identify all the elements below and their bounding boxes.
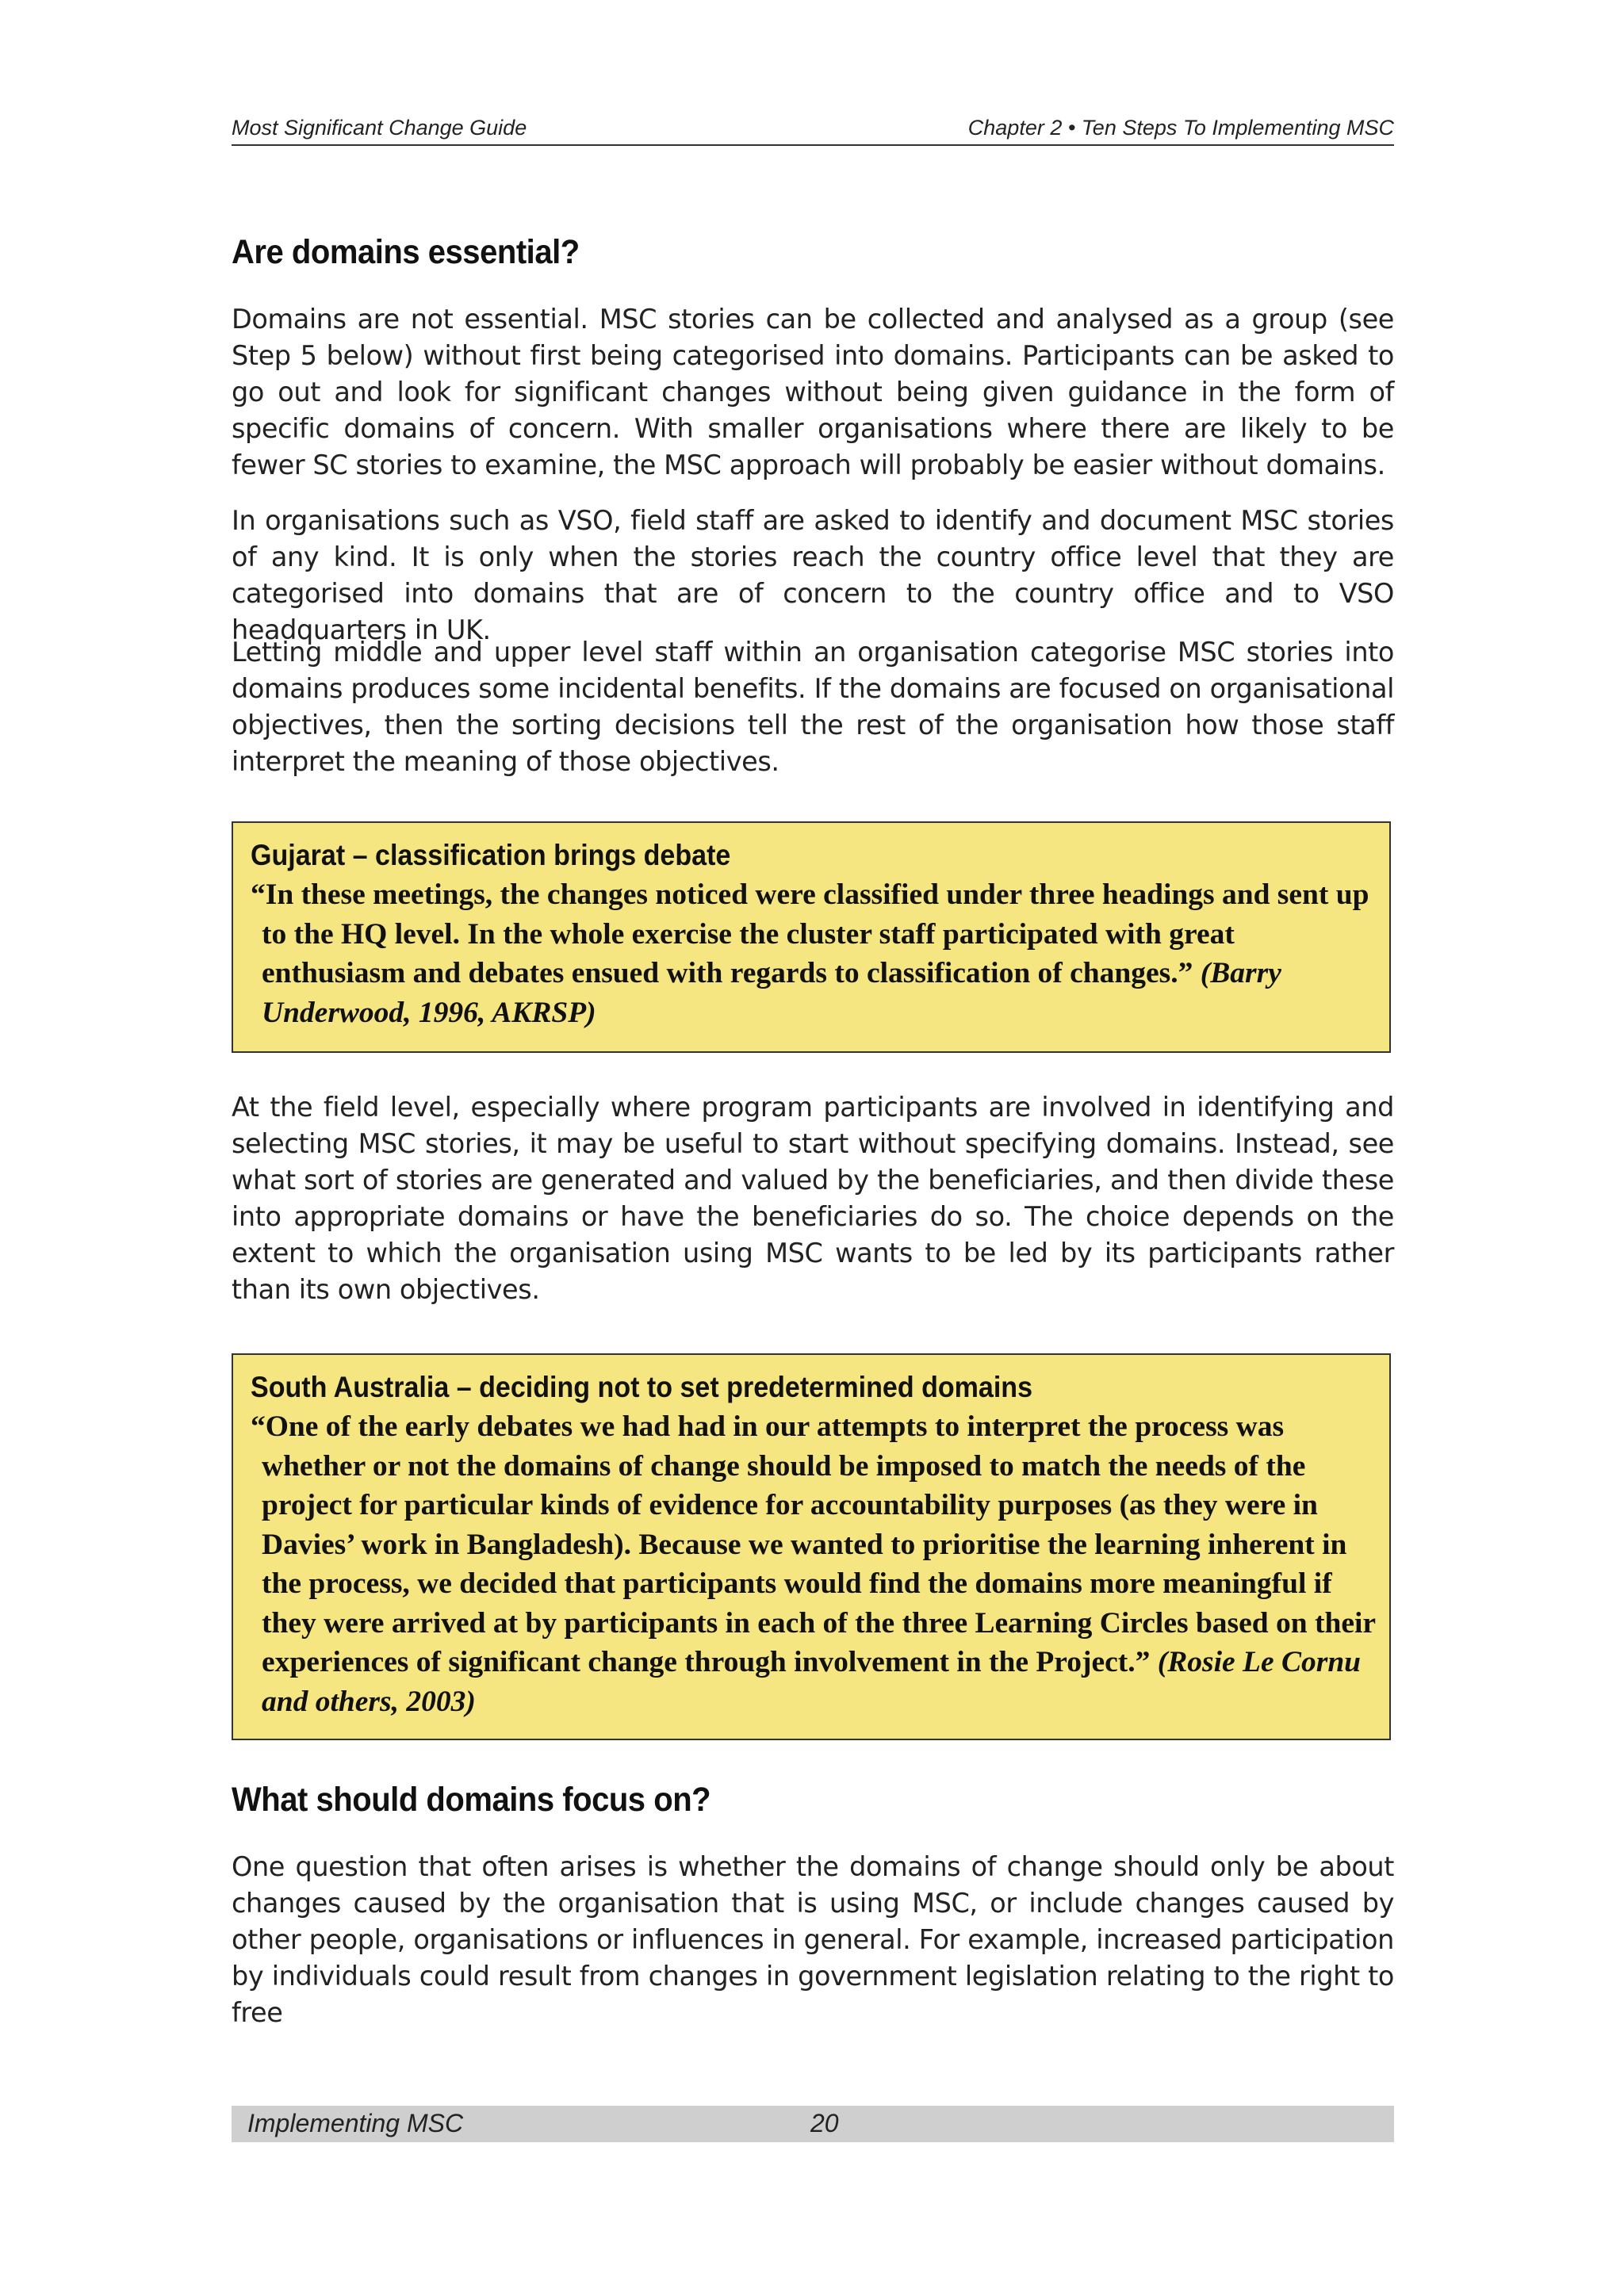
paragraph-vso-example: In organisations such as VSO, field staff are asked to identify and document MSC stories of any kind. It is only when the stories reach the country office level that they are categorised into domains that are of concern to the country office and to VSO headquarters in UK. (232, 505, 1394, 645)
quote-citation: (Barry Underwood, 1996, AKRSP) (262, 957, 1281, 1029)
quote-text: “In these meetings, the changes noticed were classified under three headings and sent up to the HQ level. In the whole exercise the cluster staff participated with great enthusiasm and debates ensued with regards to classification of changes.” (251, 878, 1369, 989)
header-document-title: Most Significant Change Guide (232, 116, 527, 140)
quote-citation: (Rosie Le Cornu and others, 2003) (262, 1646, 1362, 1718)
heading-what-should-domains-focus-on: What should domains focus on? (232, 1781, 711, 1819)
paragraph-domains-not-essential: Domains are not essential. MSC stories can be collected and analysed as a group (see Step 5 below) without first being categorised into domains. Participants can be asked to go out and look for significant changes without being given guidance in the form of specific domains of concern. With smaller organisations where there are likely to be fewer SC stories to examine, the MSC approach will probably be easier without domains. (232, 304, 1394, 480)
case-box-south-australia (232, 1353, 1391, 1740)
header-chapter-title: Chapter 2 • Ten Steps To Implementing MSC (967, 116, 1394, 140)
case-box-quote (251, 875, 1377, 1032)
paragraph-incidental-benefits: Letting middle and upper level staff within an organisation categorise MSC stories into domains produces some incidental benefits. If the domains are focused on organisational objectives, then the sorting decisions tell the rest of the organisation how those staff interpret the meaning of those objectives. (232, 637, 1394, 777)
page-number: 20 (810, 2109, 839, 2137)
running-header (232, 113, 1394, 146)
case-box-quote (251, 1407, 1377, 1721)
case-box-title: South Australia – deciding not to set predetermined domains (251, 1371, 1033, 1403)
quote-text: “One of the early debates we had had in our attempts to interpret the process was whether or not the domains of change should be imposed to match the needs of the project for particular kinds of evidence for accountability purposes (as they were in Davies’ work in Bangladesh). Because we wanted to prioritise the learning inherent in the process, we decided that participants would find the domains more meaningful if they were arrived at by participants in each of the three Learning Circles based on their experiences of significant change through involvement in the Project.” (251, 1410, 1376, 1678)
paragraph-domain-scope: One question that often arises is whether the domains of change should only be about changes caused by the organisation that is using MSC, or include changes caused by other people, organisations or influences in general. For example, increased participation by individuals could result from changes in government legislation relating to the right to free (232, 1851, 1394, 2028)
case-box-title: Gujarat – classification brings debate (251, 839, 731, 871)
paragraph-field-level: At the field level, especially where program participants are involved in identifying and selecting MSC stories, it may be useful to start without specifying domains. Instead, see what sort of stories are generated and valued by the beneficiaries, and then divide these into appropriate domains or have the beneficiaries do so. The choice depends on the extent to which the organisation using MSC wants to be led by its participants rather than its own objectives. (232, 1092, 1394, 1305)
footer-section-label: Implementing MSC (247, 2109, 464, 2137)
running-footer (232, 2106, 1394, 2142)
heading-are-domains-essential: Are domains essential? (232, 233, 580, 271)
case-box-gujarat (232, 821, 1391, 1053)
